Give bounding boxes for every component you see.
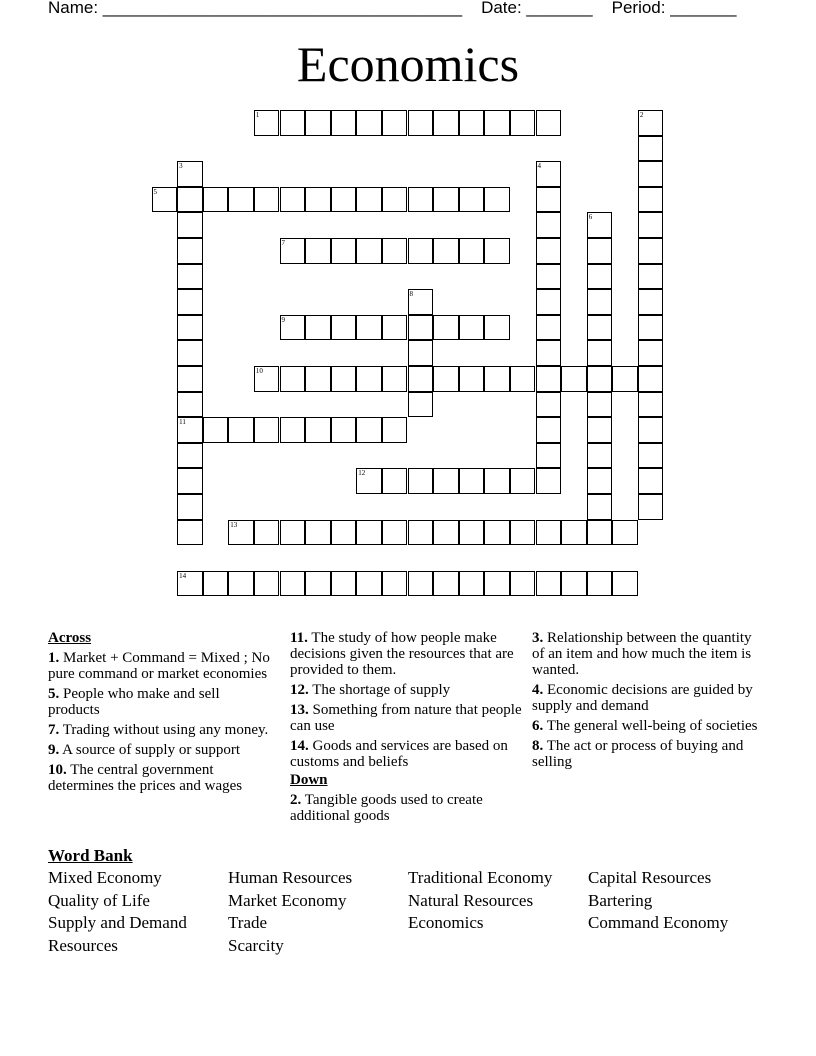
crossword-cell[interactable] bbox=[536, 161, 562, 187]
crossword-cell[interactable] bbox=[536, 392, 562, 418]
crossword-cell[interactable] bbox=[536, 212, 562, 238]
crossword-cell[interactable] bbox=[433, 315, 459, 341]
clue-item-text: A source of supply or support bbox=[59, 742, 241, 758]
clue-number: 13 bbox=[230, 520, 238, 529]
clue-item-text: Something from nature that people can use bbox=[290, 702, 522, 734]
crossword-cell[interactable] bbox=[459, 571, 485, 597]
crossword-cell[interactable] bbox=[254, 187, 280, 213]
clue-item-text: The study of how people make decisions given the resources that are provided to them. bbox=[290, 630, 514, 678]
crossword-cell[interactable] bbox=[356, 238, 382, 264]
clue-item-text: Market + Command = Mixed ; No pure command or market economies bbox=[48, 650, 270, 682]
crossword-cell[interactable] bbox=[356, 571, 382, 597]
crossword-cell[interactable] bbox=[536, 110, 562, 136]
page-title: Economics bbox=[296, 36, 520, 92]
crossword-cell[interactable] bbox=[177, 494, 203, 520]
crossword-cell[interactable] bbox=[638, 392, 664, 418]
clue-item-text: Relationship between the quantity of an item and how much the item is wanted. bbox=[532, 630, 752, 678]
crossword-cell[interactable] bbox=[177, 289, 203, 315]
crossword-cell[interactable] bbox=[587, 264, 613, 290]
crossword-cell[interactable] bbox=[280, 366, 306, 392]
clues-column-1 bbox=[48, 630, 270, 798]
crossword-cell[interactable] bbox=[459, 187, 485, 213]
crossword-cell[interactable] bbox=[280, 520, 306, 546]
clue-number: 5 bbox=[153, 187, 157, 196]
clue-number: 11 bbox=[179, 418, 186, 427]
clue-number: 2 bbox=[639, 111, 644, 119]
crossword-cell[interactable] bbox=[177, 187, 203, 213]
word-bank-item: Supply and Demand bbox=[48, 913, 187, 933]
crossword-cell[interactable] bbox=[280, 315, 306, 341]
crossword-cell[interactable] bbox=[228, 417, 254, 443]
clue-number: 14 bbox=[179, 571, 187, 580]
crossword-cell[interactable] bbox=[331, 571, 357, 597]
clue-number: 12 bbox=[358, 469, 366, 478]
crossword-cell[interactable] bbox=[484, 238, 510, 264]
word-bank-item: Quality of Life bbox=[48, 890, 150, 910]
crossword-cell[interactable] bbox=[587, 494, 613, 520]
crossword-cell[interactable] bbox=[356, 110, 382, 136]
crossword-cell[interactable] bbox=[408, 315, 434, 341]
crossword-cell[interactable] bbox=[280, 417, 306, 443]
crossword-cell[interactable] bbox=[152, 187, 178, 213]
crossword-cell[interactable] bbox=[433, 187, 459, 213]
clue-number: 9 bbox=[281, 315, 285, 324]
crossword-cell[interactable] bbox=[612, 366, 638, 392]
crossword-cell[interactable] bbox=[536, 468, 562, 494]
clue-item-number: 8. bbox=[532, 738, 544, 754]
crossword-cell[interactable] bbox=[305, 520, 331, 546]
crossword-cell[interactable] bbox=[510, 520, 536, 546]
down-clue-list bbox=[290, 792, 522, 824]
crossword-cell[interactable] bbox=[203, 571, 229, 597]
crossword-cell[interactable] bbox=[254, 110, 280, 136]
crossword-cell[interactable] bbox=[177, 161, 203, 187]
crossword-cell[interactable] bbox=[408, 340, 434, 366]
crossword-cell[interactable] bbox=[254, 366, 280, 392]
crossword-cell[interactable] bbox=[510, 571, 536, 597]
crossword-cell[interactable] bbox=[228, 571, 254, 597]
down-heading: Down bbox=[290, 772, 328, 788]
crossword-cell[interactable] bbox=[280, 187, 306, 213]
crossword-cell[interactable] bbox=[382, 238, 408, 264]
crossword-cell[interactable] bbox=[177, 520, 203, 546]
crossword-cell[interactable] bbox=[331, 238, 357, 264]
crossword-cell[interactable] bbox=[638, 417, 664, 443]
crossword-cell[interactable] bbox=[510, 468, 536, 494]
crossword-cell[interactable] bbox=[305, 110, 331, 136]
crossword-cell[interactable] bbox=[459, 468, 485, 494]
name-field[interactable]: Name: ______________________________________ bbox=[48, 0, 463, 17]
clue-item bbox=[48, 650, 270, 682]
clue-item-number: 11. bbox=[290, 630, 308, 646]
clue-item-text: The shortage of supply bbox=[308, 682, 451, 698]
crossword-cell[interactable] bbox=[459, 110, 485, 136]
crossword-cell[interactable] bbox=[382, 468, 408, 494]
crossword-cell[interactable] bbox=[177, 212, 203, 238]
clue-number: 8 bbox=[409, 290, 413, 299]
crossword-cell[interactable] bbox=[356, 315, 382, 341]
crossword-cell[interactable] bbox=[177, 264, 203, 290]
clue-number: 1 bbox=[255, 111, 260, 119]
crossword-cell[interactable] bbox=[561, 520, 587, 546]
word-bank-item: Command Economy bbox=[588, 913, 729, 933]
crossword-cell[interactable] bbox=[638, 468, 664, 494]
clue-item-number: 13. bbox=[290, 702, 309, 718]
crossword-cell[interactable] bbox=[612, 520, 638, 546]
crossword-cell[interactable] bbox=[638, 187, 664, 213]
word-bank-item: Bartering bbox=[588, 890, 653, 910]
crossword-cell[interactable] bbox=[382, 417, 408, 443]
crossword-cell[interactable] bbox=[638, 136, 664, 162]
crossword-cell[interactable] bbox=[331, 520, 357, 546]
crossword-cell[interactable] bbox=[382, 315, 408, 341]
clue-item-number: 2. bbox=[290, 792, 302, 808]
crossword-cell[interactable] bbox=[484, 468, 510, 494]
word-bank-item: Natural Resources bbox=[408, 890, 534, 910]
crossword-cell[interactable] bbox=[536, 520, 562, 546]
crossword-cell[interactable] bbox=[177, 238, 203, 264]
crossword-cell[interactable] bbox=[536, 417, 562, 443]
crossword-cell[interactable] bbox=[536, 289, 562, 315]
clue-item-text: The act or process of buying and selling bbox=[532, 738, 744, 770]
crossword-cell[interactable] bbox=[587, 366, 613, 392]
crossword-cell[interactable] bbox=[177, 392, 203, 418]
clue-item bbox=[48, 686, 270, 718]
crossword-cell[interactable] bbox=[587, 212, 613, 238]
crossword-cell[interactable] bbox=[536, 264, 562, 290]
crossword-cell[interactable] bbox=[305, 315, 331, 341]
clue-item bbox=[290, 630, 522, 678]
crossword-cell[interactable] bbox=[561, 571, 587, 597]
crossword-cell[interactable] bbox=[433, 571, 459, 597]
word-bank-item: Scarcity bbox=[228, 936, 284, 956]
crossword-cell[interactable] bbox=[638, 110, 664, 136]
crossword-cell[interactable] bbox=[254, 520, 280, 546]
crossword-cell[interactable] bbox=[433, 468, 459, 494]
clue-number: 6 bbox=[588, 213, 593, 222]
clue-item-number: 7. bbox=[48, 722, 60, 738]
crossword-cell[interactable] bbox=[382, 366, 408, 392]
clue-item-number: 1. bbox=[48, 650, 60, 666]
crossword-cell[interactable] bbox=[536, 340, 562, 366]
crossword-cell[interactable] bbox=[305, 238, 331, 264]
crossword-cell[interactable] bbox=[587, 520, 613, 546]
crossword-cell[interactable] bbox=[408, 289, 434, 315]
clue-item-number: 3. bbox=[532, 630, 544, 646]
crossword-cell[interactable] bbox=[536, 571, 562, 597]
crossword-cell[interactable] bbox=[305, 417, 331, 443]
crossword-cell[interactable] bbox=[177, 366, 203, 392]
crossword-cell[interactable] bbox=[638, 340, 664, 366]
clue-item-number: 10. bbox=[48, 762, 67, 778]
across-clue-list bbox=[48, 650, 270, 794]
clue-item-number: 5. bbox=[48, 686, 60, 702]
crossword-cell[interactable] bbox=[638, 366, 664, 392]
crossword-cell[interactable] bbox=[433, 110, 459, 136]
crossword-cell[interactable] bbox=[638, 289, 664, 315]
clue-item bbox=[532, 718, 764, 734]
crossword-cell[interactable] bbox=[356, 520, 382, 546]
period-field[interactable]: Period: _______ bbox=[611, 0, 737, 17]
crossword-cell[interactable] bbox=[536, 443, 562, 469]
crossword-cell[interactable] bbox=[177, 340, 203, 366]
crossword-cell[interactable] bbox=[408, 468, 434, 494]
word-bank-item: Mixed Economy bbox=[48, 868, 162, 887]
crossword-cell[interactable] bbox=[177, 315, 203, 341]
crossword-cell[interactable] bbox=[331, 366, 357, 392]
crossword-cell[interactable] bbox=[587, 340, 613, 366]
clue-item-text: Trading without using any money. bbox=[59, 722, 269, 738]
crossword-cell[interactable] bbox=[331, 187, 357, 213]
crossword-cell[interactable] bbox=[433, 366, 459, 392]
word-bank-item: Capital Resources bbox=[588, 868, 712, 887]
crossword-cell[interactable] bbox=[408, 187, 434, 213]
down-clue-list-continued bbox=[532, 630, 764, 770]
crossword-cell[interactable] bbox=[638, 264, 664, 290]
clue-item-text: People who make and sell products bbox=[48, 686, 220, 718]
word-bank-item: Trade bbox=[228, 913, 268, 933]
crossword-cell[interactable] bbox=[638, 212, 664, 238]
crossword-cell[interactable] bbox=[536, 315, 562, 341]
crossword-cell[interactable] bbox=[177, 443, 203, 469]
across-heading: Across bbox=[48, 630, 92, 646]
word-bank-item: Traditional Economy bbox=[408, 868, 553, 887]
date-field[interactable]: Date: _______ bbox=[481, 0, 593, 17]
word-bank-item: Resources bbox=[48, 936, 118, 956]
crossword-cell[interactable] bbox=[638, 238, 664, 264]
crossword-cell[interactable] bbox=[484, 187, 510, 213]
crossword-cell[interactable] bbox=[510, 110, 536, 136]
crossword-cell[interactable] bbox=[254, 417, 280, 443]
crossword-cell[interactable] bbox=[408, 238, 434, 264]
word-bank-item: Economics bbox=[408, 913, 484, 933]
crossword-cell[interactable] bbox=[459, 520, 485, 546]
crossword-cell[interactable] bbox=[356, 417, 382, 443]
clue-item bbox=[532, 630, 764, 678]
crossword-cell[interactable] bbox=[587, 468, 613, 494]
crossword-cell[interactable] bbox=[587, 571, 613, 597]
crossword-cell[interactable] bbox=[331, 417, 357, 443]
clue-item-number: 4. bbox=[532, 682, 544, 698]
crossword-cell[interactable] bbox=[484, 520, 510, 546]
crossword-cell[interactable] bbox=[612, 571, 638, 597]
clue-item-text: The general well-being of societies bbox=[543, 718, 758, 734]
crossword-cell[interactable] bbox=[484, 315, 510, 341]
clue-item-number: 14. bbox=[290, 738, 309, 754]
crossword-cell[interactable] bbox=[433, 520, 459, 546]
clue-item-number: 12. bbox=[290, 682, 309, 698]
crossword-cell[interactable] bbox=[587, 238, 613, 264]
crossword-cell[interactable] bbox=[638, 494, 664, 520]
crossword-cell[interactable] bbox=[280, 571, 306, 597]
crossword-cell[interactable] bbox=[382, 520, 408, 546]
crossword-cell[interactable] bbox=[587, 417, 613, 443]
clue-number: 10 bbox=[255, 367, 263, 375]
clue-item-text: Tangible goods used to create additional goods bbox=[290, 792, 483, 824]
clue-item bbox=[48, 762, 270, 794]
crossword-cell[interactable] bbox=[536, 187, 562, 213]
crossword-cell[interactable] bbox=[638, 443, 664, 469]
word-bank-item: Human Resources bbox=[228, 868, 353, 887]
crossword-cell[interactable] bbox=[356, 468, 382, 494]
crossword-cell[interactable] bbox=[331, 315, 357, 341]
crossword-cell[interactable] bbox=[382, 110, 408, 136]
crossword-cell[interactable] bbox=[587, 315, 613, 341]
crossword-cell[interactable] bbox=[356, 187, 382, 213]
clue-item-text: Economic decisions are guided by supply and demand bbox=[532, 682, 753, 714]
crossword-cell[interactable] bbox=[536, 366, 562, 392]
clue-item-text: The central government determines the prices and wages bbox=[48, 762, 243, 794]
clues-column-3 bbox=[532, 630, 764, 774]
across-clue-list-continued bbox=[290, 630, 522, 770]
crossword-cell[interactable] bbox=[408, 571, 434, 597]
clue-number: 4 bbox=[537, 162, 541, 171]
clue-item bbox=[532, 682, 764, 714]
crossword-cell[interactable] bbox=[382, 187, 408, 213]
crossword-cell[interactable] bbox=[280, 110, 306, 136]
crossword-cell[interactable] bbox=[305, 366, 331, 392]
clues-column-2 bbox=[290, 630, 522, 828]
crossword-cell[interactable] bbox=[459, 315, 485, 341]
crossword-cell[interactable] bbox=[638, 161, 664, 187]
crossword-cell[interactable] bbox=[280, 238, 306, 264]
clue-number: 3 bbox=[179, 162, 183, 171]
clue-item-number: 6. bbox=[532, 718, 544, 734]
crossword-cell[interactable] bbox=[305, 571, 331, 597]
crossword-cell[interactable] bbox=[177, 468, 203, 494]
crossword-cell[interactable] bbox=[203, 417, 229, 443]
crossword-cell[interactable] bbox=[587, 392, 613, 418]
crossword-cell[interactable] bbox=[459, 366, 485, 392]
crossword-cell[interactable] bbox=[408, 520, 434, 546]
word-bank-title: Word Bank bbox=[48, 846, 133, 865]
clue-item bbox=[290, 682, 522, 698]
crossword-cell[interactable] bbox=[203, 187, 229, 213]
crossword-cell[interactable] bbox=[382, 571, 408, 597]
crossword-cell[interactable] bbox=[408, 110, 434, 136]
crossword-cell[interactable] bbox=[408, 366, 434, 392]
crossword-cell[interactable] bbox=[587, 289, 613, 315]
crossword-cell[interactable] bbox=[484, 571, 510, 597]
clue-item bbox=[532, 738, 764, 770]
crossword-cell[interactable] bbox=[408, 392, 434, 418]
crossword-cell[interactable] bbox=[484, 366, 510, 392]
crossword-cell[interactable] bbox=[510, 366, 536, 392]
clue-item bbox=[48, 742, 270, 758]
clue-item-text: Goods and services are based on customs and beliefs bbox=[290, 738, 508, 770]
clue-number: 7 bbox=[281, 239, 285, 247]
crossword-cell[interactable] bbox=[459, 238, 485, 264]
crossword-cell[interactable] bbox=[356, 366, 382, 392]
clue-item bbox=[290, 702, 522, 734]
crossword-cell[interactable] bbox=[587, 443, 613, 469]
word-bank-item: Market Economy bbox=[228, 890, 347, 910]
crossword-cell[interactable] bbox=[177, 417, 203, 443]
clue-item-number: 9. bbox=[48, 742, 60, 758]
crossword-cell[interactable] bbox=[331, 110, 357, 136]
crossword-cell[interactable] bbox=[177, 571, 203, 597]
crossword-cell[interactable] bbox=[228, 187, 254, 213]
crossword-cell[interactable] bbox=[561, 366, 587, 392]
crossword-cell[interactable] bbox=[433, 238, 459, 264]
crossword-cell[interactable] bbox=[484, 110, 510, 136]
crossword-cell[interactable] bbox=[638, 315, 664, 341]
clue-item bbox=[290, 792, 522, 824]
crossword-cell[interactable] bbox=[305, 187, 331, 213]
clue-item bbox=[48, 722, 270, 738]
crossword-cell[interactable] bbox=[254, 571, 280, 597]
crossword-cell[interactable] bbox=[228, 520, 254, 546]
worksheet-header bbox=[48, 0, 736, 18]
clue-item bbox=[290, 738, 522, 770]
crossword-cell[interactable] bbox=[536, 238, 562, 264]
